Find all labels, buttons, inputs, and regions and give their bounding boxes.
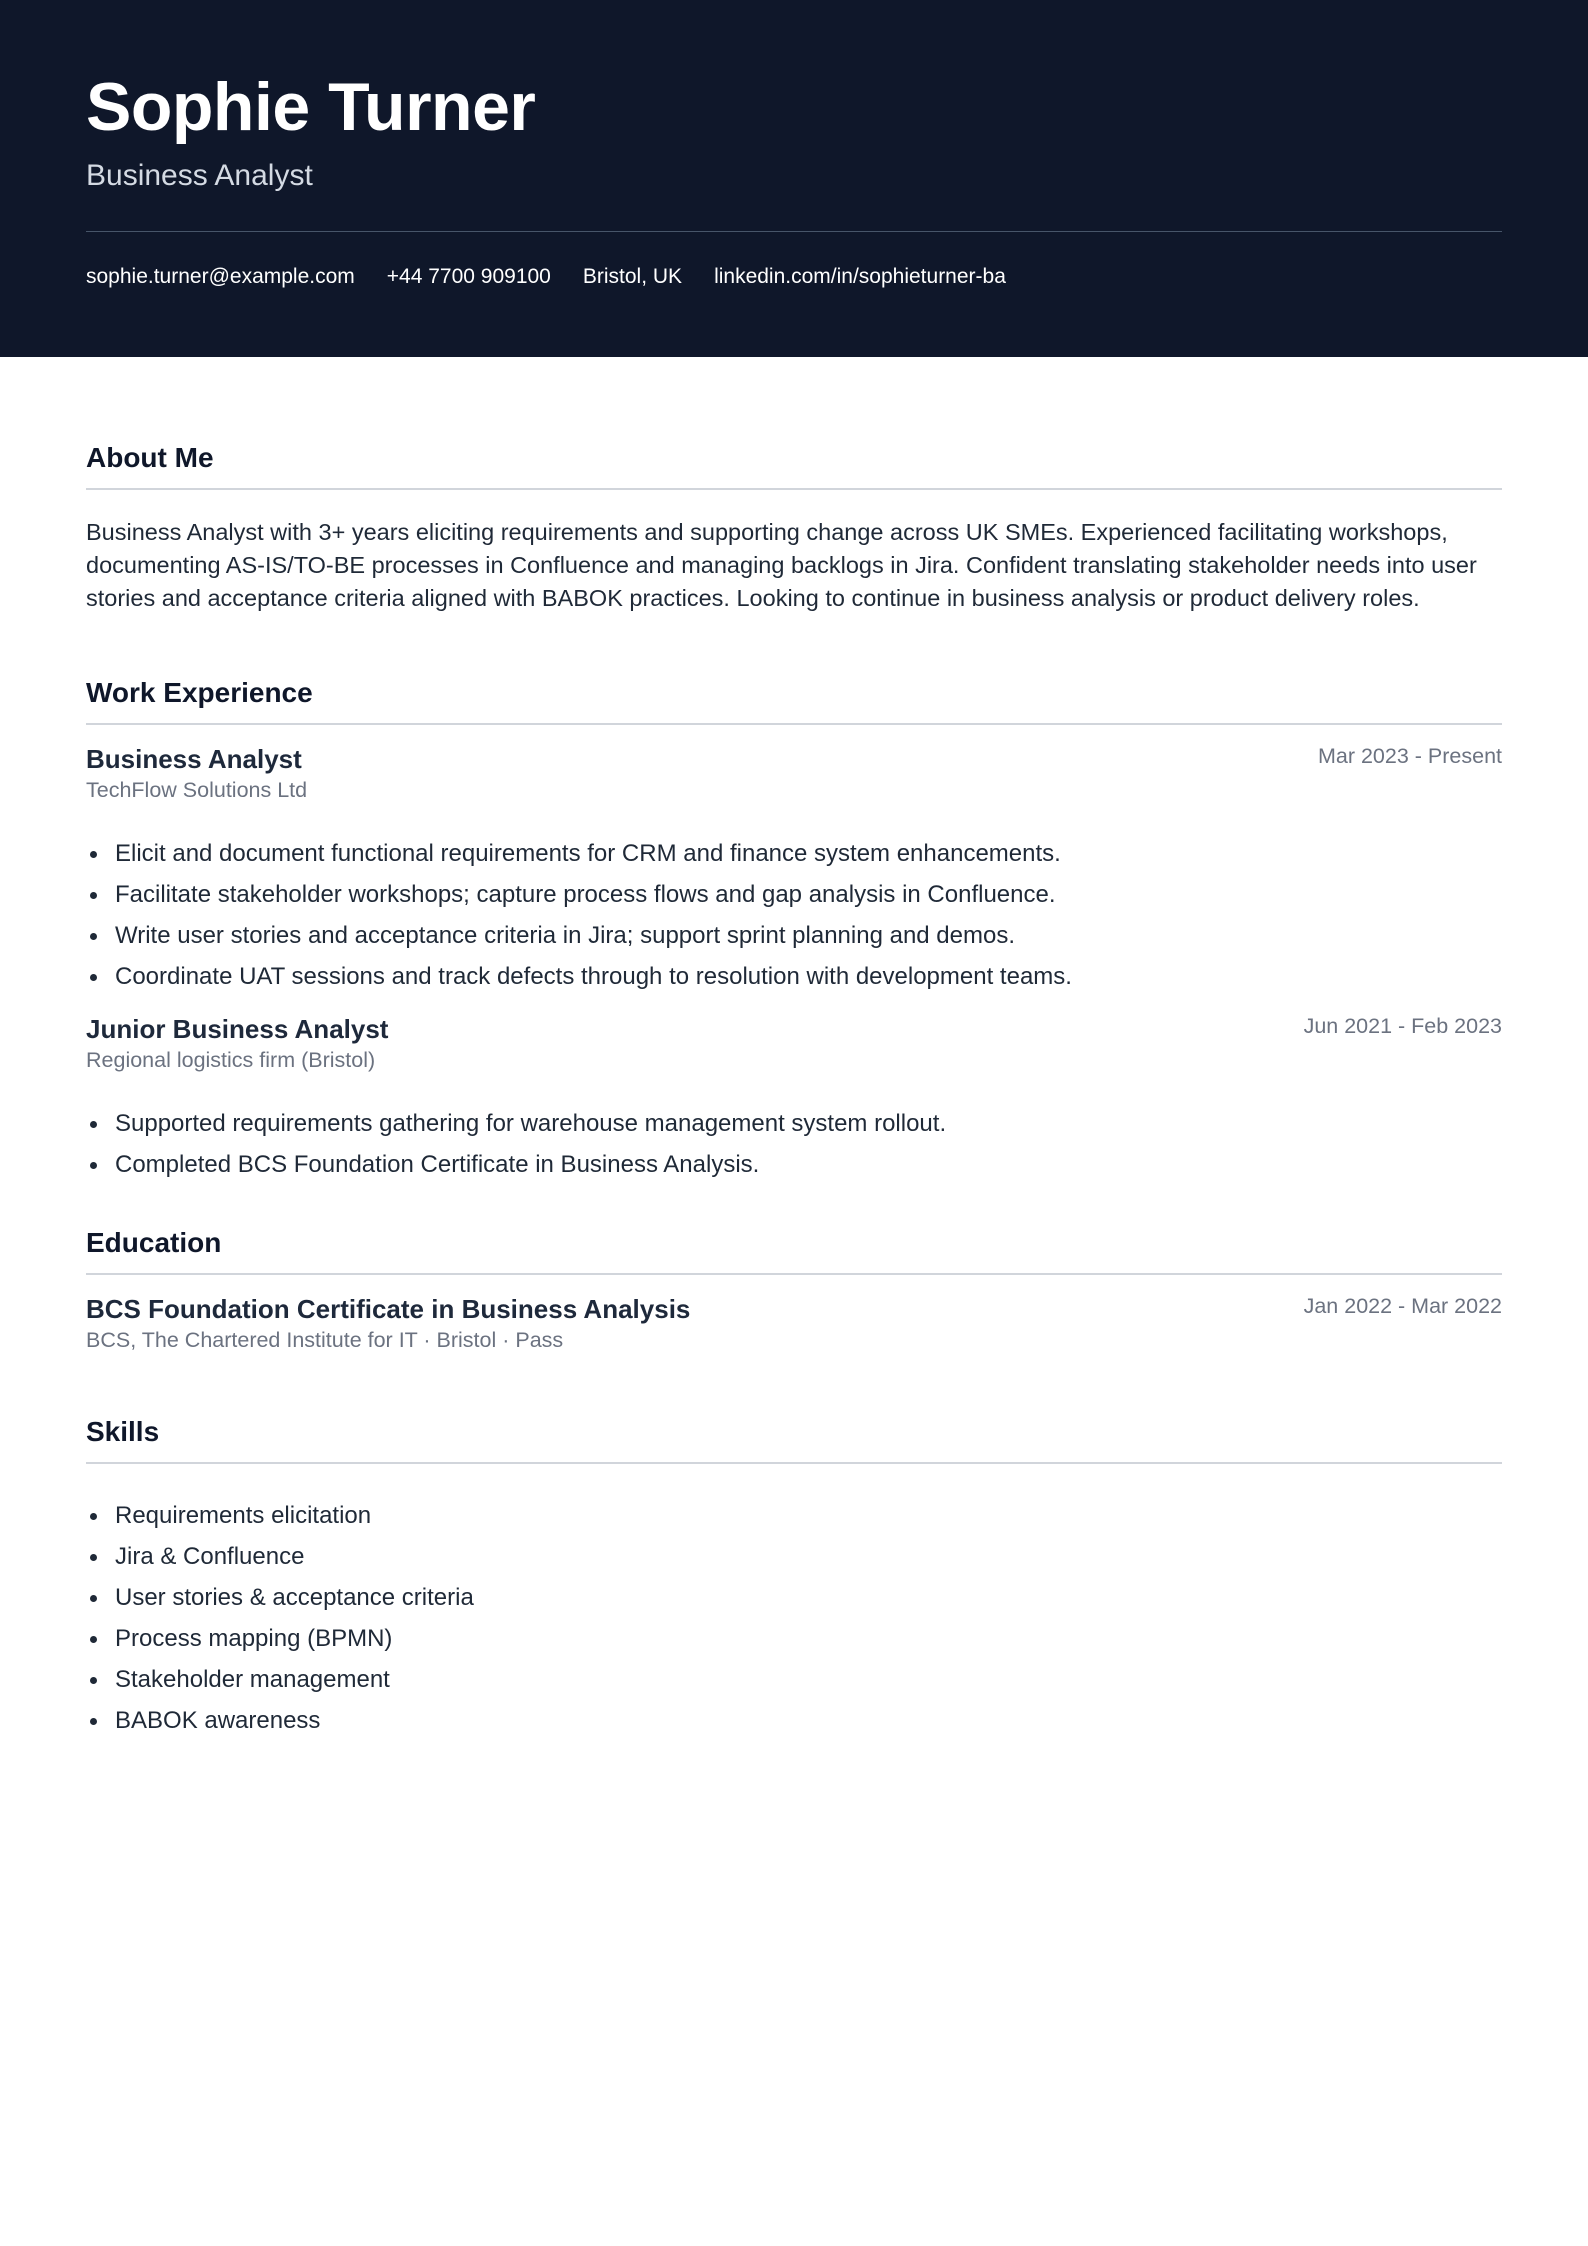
job-bullet: Write user stories and acceptance criteria in Jira; support sprint planning and demos. xyxy=(86,915,1502,956)
skill-item: Requirements elicitation xyxy=(86,1495,1502,1536)
job-bullet-list xyxy=(86,1103,1502,1185)
education-dates: Jan 2022 - Mar 2022 xyxy=(1303,1294,1502,1318)
job-bullet-list xyxy=(86,833,1502,997)
about-section-divider xyxy=(86,488,1502,490)
candidate-name: Sophie Turner xyxy=(86,69,536,145)
contact-phone: +44 7700 909100 xyxy=(386,265,551,288)
job-dates: Jun 2021 - Feb 2023 xyxy=(1303,1014,1502,1038)
candidate-role: Business Analyst xyxy=(86,159,313,192)
education-section-divider xyxy=(86,1273,1502,1275)
contact-linkedin: linkedin.com/in/sophieturner-ba xyxy=(714,265,1006,288)
skill-item: Jira & Confluence xyxy=(86,1536,1502,1577)
skills-section-divider xyxy=(86,1462,1502,1464)
about-text: Business Analyst with 3+ years eliciting requirements and supporting change across UK SMEs. Experienced facilitating workshops, documenting AS-IS/TO-BE processes in Confluence and managing backlogs in Jira. Confident translating stakeholder needs into user stories and acceptance criteria aligned with BABOK practices. Looking to continue in business analysis or product delivery roles. xyxy=(86,519,1477,611)
skills-section-title: Skills xyxy=(86,1416,160,1447)
job-dates: Mar 2023 - Present xyxy=(1317,744,1502,768)
skill-item: User stories & acceptance criteria xyxy=(86,1577,1502,1618)
skill-item: BABOK awareness xyxy=(86,1700,1502,1741)
job-bullet: Supported requirements gathering for warehouse management system rollout. xyxy=(86,1103,1502,1144)
resume-header xyxy=(0,0,1588,357)
experience-section-title: Work Experience xyxy=(86,677,313,708)
job-bullet: Facilitate stakeholder workshops; capture process flows and gap analysis in Confluence. xyxy=(86,874,1502,915)
education-details: BCS, The Chartered Institute for IT · Bristol · Pass xyxy=(86,1328,564,1352)
contact-location: Bristol, UK xyxy=(582,265,683,288)
contact-list xyxy=(86,262,1006,292)
job-bullet: Coordinate UAT sessions and track defects through to resolution with development teams. xyxy=(86,956,1502,997)
contact-email: sophie.turner@example.com xyxy=(86,265,355,288)
job-bullet: Completed BCS Foundation Certificate in Business Analysis. xyxy=(86,1144,1502,1185)
job-title: Business Analyst xyxy=(86,744,302,774)
job-company: Regional logistics firm (Bristol) xyxy=(86,1048,376,1072)
about-section-title: About Me xyxy=(86,442,214,473)
header-divider xyxy=(86,231,1502,232)
skill-item: Stakeholder management xyxy=(86,1659,1502,1700)
education-title: BCS Foundation Certificate in Business Analysis xyxy=(86,1294,691,1324)
education-section-title: Education xyxy=(86,1227,222,1258)
experience-section-divider xyxy=(86,723,1502,725)
skills-list xyxy=(86,1495,1502,1741)
job-title: Junior Business Analyst xyxy=(86,1014,389,1044)
job-company: TechFlow Solutions Ltd xyxy=(86,778,308,802)
job-bullet: Elicit and document functional requirements for CRM and finance system enhancements. xyxy=(86,833,1502,874)
skill-item: Process mapping (BPMN) xyxy=(86,1618,1502,1659)
